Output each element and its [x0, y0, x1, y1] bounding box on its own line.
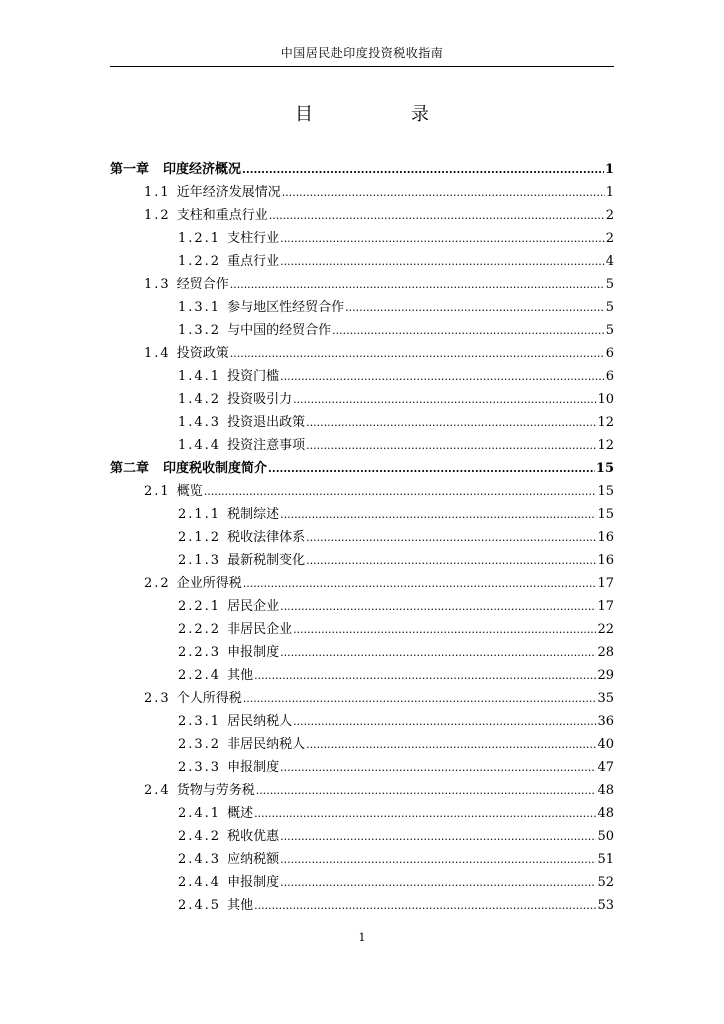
toc-entry-label: 居民企业 — [227, 599, 280, 614]
toc-entry-label: 非居民纳税人 — [227, 737, 306, 752]
toc-leader-dots — [230, 273, 605, 296]
toc-leader-dots — [254, 894, 596, 917]
toc-entry-page: 17 — [597, 599, 614, 614]
toc-entry-number: 2.2.3 — [178, 645, 222, 660]
toc-entry-number: 1.2.1 — [178, 231, 222, 246]
toc-entry-page: 2 — [605, 231, 614, 246]
toc-entry-page: 1 — [605, 185, 614, 200]
toc-entry-page: 28 — [597, 645, 614, 660]
toc-entry-label: 投资吸引力 — [227, 392, 293, 407]
toc-entry-number: 2.1 — [144, 484, 171, 499]
toc-entry-number: 1.4.4 — [178, 438, 222, 453]
toc-leader-dots — [306, 411, 596, 434]
toc-entry-label: 税制综述 — [227, 507, 280, 522]
toc-leader-dots — [256, 779, 597, 802]
toc-entry-label: 近年经济发展情况 — [176, 185, 281, 200]
toc-entry-page: 5 — [605, 300, 614, 315]
toc-entry[interactable] — [110, 756, 614, 779]
toc-entry-page: 4 — [605, 254, 614, 269]
toc-leader-dots — [282, 181, 605, 204]
toc-entry-number: 2.3.1 — [178, 714, 222, 729]
toc-entry-label: 货物与劳务税 — [176, 783, 255, 798]
table-of-contents — [110, 158, 614, 917]
toc-entry-page: 48 — [597, 783, 614, 798]
toc-leader-dots — [280, 595, 596, 618]
toc-entry-number: 2.2 — [144, 576, 171, 591]
toc-leader-dots — [242, 158, 604, 181]
toc-entry[interactable] — [110, 549, 614, 572]
toc-entry-page: 52 — [597, 875, 614, 890]
toc-leader-dots — [306, 526, 596, 549]
toc-entry-label: 税收优惠 — [227, 829, 280, 844]
toc-leader-dots — [204, 480, 597, 503]
toc-leader-dots — [280, 250, 605, 273]
toc-entry-page: 1 — [604, 162, 614, 177]
toc-entry-number: 2.4.5 — [178, 898, 222, 913]
toc-entry-label: 印度税收制度简介 — [163, 461, 268, 476]
toc-entry-label: 参与地区性经贸合作 — [227, 300, 345, 315]
toc-entry-number: 1.4.3 — [178, 415, 222, 430]
toc-entry[interactable] — [110, 434, 614, 457]
toc-entry-number: 2.1.3 — [178, 553, 222, 568]
toc-entry-page: 16 — [597, 530, 614, 545]
toc-entry-label: 概览 — [176, 484, 203, 499]
toc-entry[interactable] — [110, 503, 614, 526]
toc-entry-label: 税收法律体系 — [227, 530, 306, 545]
toc-entry[interactable] — [110, 342, 614, 365]
toc-entry-number: 2.4.3 — [178, 852, 222, 867]
toc-entry[interactable] — [110, 227, 614, 250]
toc-entry-page: 6 — [605, 346, 614, 361]
toc-entry-page: 12 — [597, 415, 614, 430]
toc-entry[interactable] — [110, 296, 614, 319]
toc-entry-page: 51 — [597, 852, 614, 867]
toc-entry[interactable] — [110, 894, 614, 917]
toc-entry-label: 支柱行业 — [227, 231, 280, 246]
toc-leader-dots — [269, 204, 605, 227]
toc-entry[interactable] — [110, 526, 614, 549]
toc-entry[interactable] — [110, 733, 614, 756]
toc-entry-label: 支柱和重点行业 — [176, 208, 268, 223]
toc-leader-dots — [280, 756, 596, 779]
toc-entry-page: 16 — [597, 553, 614, 568]
toc-leader-dots — [280, 365, 605, 388]
toc-entry-label: 投资门槛 — [227, 369, 280, 384]
toc-leader-dots — [230, 342, 605, 365]
toc-entry[interactable] — [110, 319, 614, 342]
toc-entry-number: 1.1 — [144, 185, 171, 200]
toc-entry-label: 投资退出政策 — [227, 415, 306, 430]
toc-entry[interactable] — [110, 848, 614, 871]
toc-entry-page: 15 — [597, 507, 614, 522]
toc-entry-label: 投资政策 — [176, 346, 229, 361]
toc-leader-dots — [243, 687, 597, 710]
toc-entry-number: 1.3.1 — [178, 300, 222, 315]
toc-entry-label: 重点行业 — [227, 254, 280, 269]
toc-entry-page: 12 — [597, 438, 614, 453]
toc-entry-label: 其他 — [227, 898, 254, 913]
toc-entry[interactable] — [110, 779, 614, 802]
toc-entry-page: 50 — [597, 829, 614, 844]
toc-leader-dots — [293, 618, 596, 641]
toc-entry-page: 53 — [597, 898, 614, 913]
toc-entry-page: 40 — [597, 737, 614, 752]
toc-entry-number: 2.2.1 — [178, 599, 222, 614]
toc-entry-number: 1.2.2 — [178, 254, 222, 269]
toc-entry[interactable] — [110, 365, 614, 388]
toc-entry-number: 2.3.3 — [178, 760, 222, 775]
toc-entry-page: 2 — [605, 208, 614, 223]
toc-entry-number: 2.4 — [144, 783, 171, 798]
toc-entry-page: 48 — [597, 806, 614, 821]
toc-leader-dots — [293, 710, 596, 733]
toc-entry-number: 2.3.2 — [178, 737, 222, 752]
toc-title: 目 录 — [295, 104, 469, 125]
toc-leader-dots — [254, 802, 596, 825]
toc-entry[interactable] — [110, 687, 614, 710]
toc-leader-dots — [280, 825, 596, 848]
toc-entry-page: 6 — [605, 369, 614, 384]
toc-entry[interactable] — [110, 595, 614, 618]
toc-entry-number: 2.4.1 — [178, 806, 222, 821]
toc-leader-dots — [293, 388, 596, 411]
toc-entry-number: 1.4 — [144, 346, 171, 361]
toc-entry-page: 35 — [597, 691, 614, 706]
toc-entry-page: 36 — [597, 714, 614, 729]
toc-leader-dots — [306, 549, 596, 572]
toc-entry-number: 2.3 — [144, 691, 171, 706]
toc-entry-page: 29 — [597, 668, 614, 683]
toc-entry-page: 17 — [597, 576, 614, 591]
toc-entry[interactable] — [110, 802, 614, 825]
page-number: 1 — [358, 931, 366, 944]
toc-leader-dots — [306, 434, 596, 457]
toc-entry-number: 第二章 — [110, 461, 150, 476]
toc-entry-page: 47 — [597, 760, 614, 775]
toc-entry-number: 2.2.4 — [178, 668, 222, 683]
toc-entry-label: 与中国的经贸合作 — [227, 323, 332, 338]
toc-leader-dots — [332, 319, 605, 342]
toc-entry[interactable] — [110, 204, 614, 227]
header-rule — [110, 66, 614, 67]
toc-entry-number: 2.1.1 — [178, 507, 222, 522]
toc-entry[interactable] — [110, 480, 614, 503]
toc-entry[interactable] — [110, 572, 614, 595]
toc-entry[interactable] — [110, 457, 614, 480]
toc-entry-label: 经贸合作 — [176, 277, 229, 292]
toc-entry-page: 10 — [597, 392, 614, 407]
toc-entry-label: 申报制度 — [227, 760, 280, 775]
toc-leader-dots — [306, 733, 596, 756]
toc-leader-dots — [268, 457, 595, 480]
toc-entry-label: 非居民企业 — [227, 622, 293, 637]
toc-entry-page: 5 — [605, 277, 614, 292]
toc-entry-number: 2.4.4 — [178, 875, 222, 890]
toc-entry-label: 其他 — [227, 668, 254, 683]
toc-entry-label: 企业所得税 — [176, 576, 242, 591]
toc-entry-number: 1.4.2 — [178, 392, 222, 407]
running-header: 中国居民赴印度投资税收指南 — [280, 46, 444, 60]
toc-entry-number: 1.3.2 — [178, 323, 222, 338]
toc-entry-label: 最新税制变化 — [227, 553, 306, 568]
toc-entry-label: 居民纳税人 — [227, 714, 293, 729]
toc-entry[interactable] — [110, 664, 614, 687]
toc-entry-number: 第一章 — [110, 162, 150, 177]
toc-entry-label: 应纳税额 — [227, 852, 280, 867]
toc-entry[interactable] — [110, 825, 614, 848]
toc-entry-label: 概述 — [227, 806, 254, 821]
toc-entry[interactable] — [110, 641, 614, 664]
toc-leader-dots — [280, 503, 596, 526]
toc-entry[interactable] — [110, 181, 614, 204]
toc-entry[interactable] — [110, 411, 614, 434]
toc-entry-page: 15 — [595, 461, 614, 476]
toc-leader-dots — [280, 848, 596, 871]
toc-entry-number: 1.4.1 — [178, 369, 222, 384]
toc-leader-dots — [280, 641, 596, 664]
toc-entry-number: 2.2.2 — [178, 622, 222, 637]
toc-entry-label: 投资注意事项 — [227, 438, 306, 453]
toc-entry-label: 申报制度 — [227, 875, 280, 890]
toc-leader-dots — [345, 296, 605, 319]
toc-entry[interactable] — [110, 710, 614, 733]
toc-entry-label: 印度经济概况 — [163, 162, 242, 177]
toc-leader-dots — [280, 227, 605, 250]
toc-entry-number: 1.3 — [144, 277, 171, 292]
toc-entry-number: 2.1.2 — [178, 530, 222, 545]
toc-entry[interactable] — [110, 871, 614, 894]
toc-entry-page: 5 — [605, 323, 614, 338]
toc-entry[interactable] — [110, 388, 614, 411]
toc-entry-page: 15 — [597, 484, 614, 499]
toc-entry-label: 申报制度 — [227, 645, 280, 660]
toc-leader-dots — [243, 572, 597, 595]
toc-entry-number: 2.4.2 — [178, 829, 222, 844]
toc-entry[interactable] — [110, 618, 614, 641]
toc-leader-dots — [280, 871, 596, 894]
toc-leader-dots — [254, 664, 596, 687]
toc-entry-page: 22 — [597, 622, 614, 637]
toc-entry[interactable] — [110, 250, 614, 273]
toc-entry-number: 1.2 — [144, 208, 171, 223]
toc-entry[interactable] — [110, 158, 614, 181]
toc-entry-label: 个人所得税 — [176, 691, 242, 706]
toc-entry[interactable] — [110, 273, 614, 296]
